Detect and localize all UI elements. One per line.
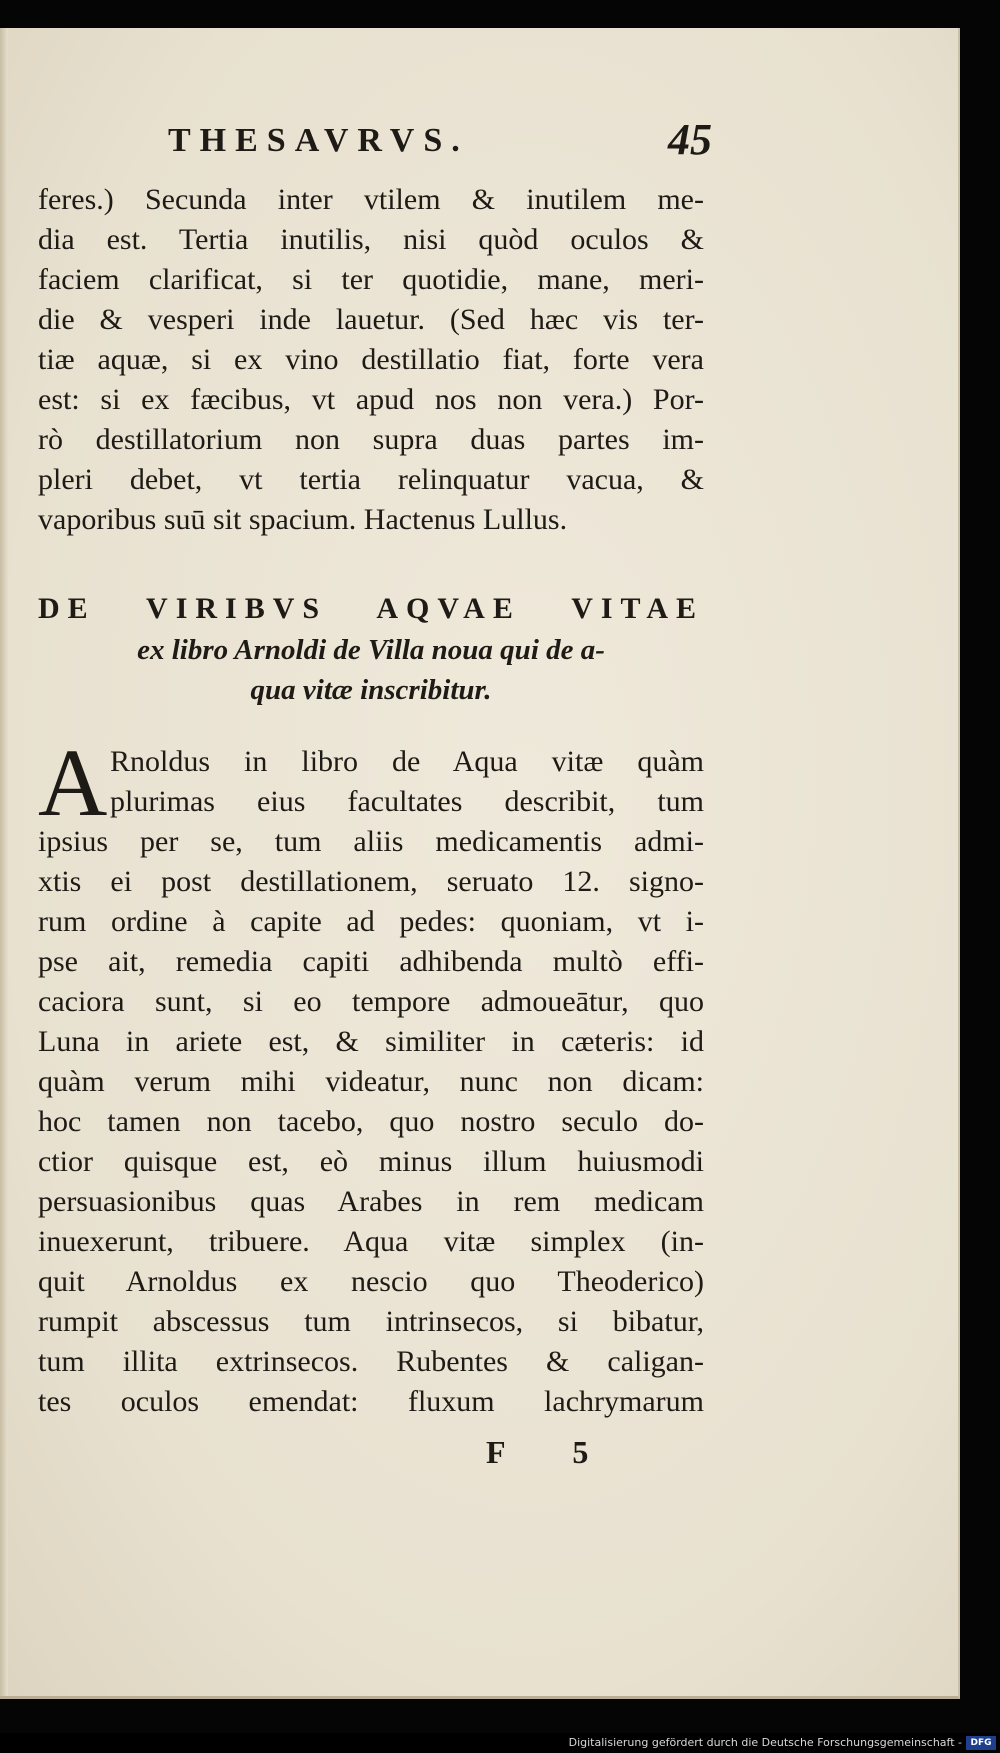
text-line: xtis ei post destillationem, seruato 12. signo- <box>38 865 704 898</box>
section-heading <box>38 588 704 710</box>
drop-cap: A <box>38 729 108 836</box>
page-header <box>0 115 958 174</box>
text-line: rum ordine à capite ad pedes: quoniam, vt i- <box>38 905 704 938</box>
page-gutter <box>0 28 8 1696</box>
text-line: rò destillatorium non supra duas partes im- <box>38 423 704 456</box>
dfg-logo: DFG <box>966 1736 996 1750</box>
text-line: Rnoldus in libro de Aqua vitæ quàm <box>110 745 704 778</box>
text-line: ctior quisque est, eò minus illum huiusmodi <box>38 1145 704 1178</box>
text-line: quàm verum mihi videatur, nunc non dicam: <box>38 1065 704 1098</box>
text-line: ipsius per se, tum aliis medicamentis admi- <box>38 825 704 858</box>
text-line: pleri debet, vt tertia relinquatur vacua, & <box>38 463 704 496</box>
text-line: inuexerunt, tribuere. Aqua vitæ simplex (in- <box>38 1225 704 1258</box>
text-line: faciem clarificat, si ter quotidie, mane, meri- <box>38 263 704 296</box>
page-number: 45 <box>668 115 712 164</box>
text-line: caciora sunt, si eo tempore admoueātur, quo <box>38 985 704 1018</box>
text-line: vaporibus suū sit spacium. Hactenus Lullus. <box>38 503 568 536</box>
text-block-top <box>38 180 704 540</box>
funding-credit: Digitalisierung gefördert durch die Deutsche Forschungsgemeinschaft - <box>568 1736 962 1749</box>
section-subtitle-line: qua vitæ inscribitur. <box>250 674 492 706</box>
text-line: rumpit abscessus tum intrinsecos, si bibatur, <box>38 1305 704 1338</box>
text-line: persuasionibus quas Arabes in rem medicam <box>38 1185 704 1218</box>
text-block-main <box>38 729 704 1422</box>
signature-mark: F 5 <box>486 1434 619 1470</box>
section-title: DE VIRIBVS AQVAE VITAE <box>38 592 704 625</box>
text-line: pse ait, remedia capiti adhibenda multò effi- <box>38 945 704 978</box>
text-line: quit Arnoldus ex nescio quo Theoderico) <box>38 1265 704 1298</box>
running-title: THESAVRVS. <box>168 122 469 159</box>
text-line: Luna in ariete est, & similiter in cæteris: id <box>38 1025 704 1058</box>
text-line: est: si ex fæcibus, vt apud nos non vera.) Por- <box>38 383 704 416</box>
text-line: plurimas eius facultates describit, tum <box>110 785 704 818</box>
section-subtitle-line: ex libro Arnoldi de Villa noua qui de a- <box>137 634 605 666</box>
text-line: hoc tamen non tacebo, quo nostro seculo do- <box>38 1105 704 1138</box>
text-line: tiæ aquæ, si ex vino destillatio fiat, forte vera <box>38 343 704 376</box>
digitization-footer <box>0 1733 1000 1753</box>
text-line: dia est. Tertia inutilis, nisi quòd oculos & <box>38 223 704 256</box>
text-line: die & vesperi inde lauetur. (Sed hæc vis ter- <box>38 303 704 336</box>
text-line: tes oculos emendat: fluxum lachrymarum <box>38 1385 704 1418</box>
text-line: feres.) Secunda inter vtilem & inutilem me- <box>38 183 704 216</box>
text-line: tum illita extrinsecos. Rubentes & caligan- <box>38 1345 704 1378</box>
